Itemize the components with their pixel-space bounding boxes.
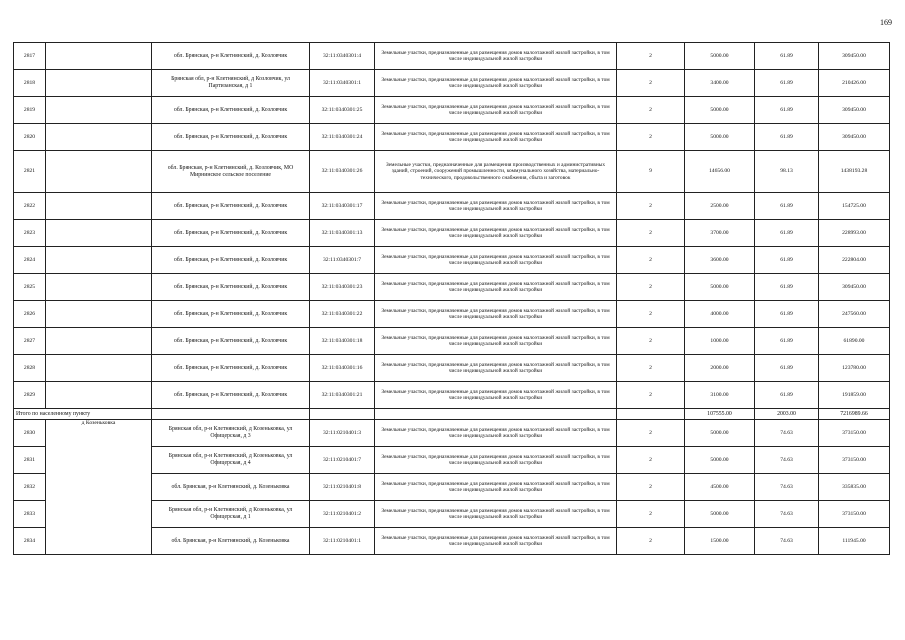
address-cell: обл. Брянская, р-н Клетнянский, д. Козловчик (152, 382, 310, 409)
group-cell: 2 (617, 528, 685, 555)
cadastral-value-cell: 309450.00 (819, 124, 890, 151)
area-cell: 3400.00 (685, 70, 755, 97)
row-number-cell: 2828 (14, 355, 46, 382)
cadastral-number-cell: 32:11:0340301:25 (310, 97, 375, 124)
group-cell: 2 (617, 474, 685, 501)
area-cell: 4000.00 (685, 301, 755, 328)
group-cell: 2 (617, 43, 685, 70)
table-row (14, 355, 890, 382)
table-row (14, 420, 890, 447)
locality-cell (46, 274, 152, 301)
address-cell: обл. Брянская, р-н Клетнянский, д. Козловчик (152, 124, 310, 151)
address-cell: Брянская обл, р-н Клетнянский, д Козловчик, ул Партизанская, д 1 (152, 70, 310, 97)
area-cell: 5000.00 (685, 447, 755, 474)
address-cell: обл. Брянская, р-н Клетнянский, д. Козловчик (152, 355, 310, 382)
specific-value-cell: 74.63 (755, 420, 819, 447)
address-cell: Брянская обл, р-н Клетнянский, д Козеньковка, ул Офицерская, д 4 (152, 447, 310, 474)
address-cell: Брянская обл, р-н Клетнянский, д Козеньковка, ул Офицерская, д 3 (152, 420, 310, 447)
group-cell: 2 (617, 124, 685, 151)
cadastral-number-cell: 32:11:0340301:17 (310, 193, 375, 220)
cadastral-value-cell: 123780.00 (819, 355, 890, 382)
land-use-purpose-cell: Земельные участки, предназначенные для размещения домов малоэтажной жилой застройки, в том числе индивидуальной жилой застройки (375, 328, 617, 355)
cadastral-number-cell: 32:11:0340301:16 (310, 355, 375, 382)
specific-value-cell: 61.89 (755, 220, 819, 247)
land-use-purpose-cell: Земельные участки, предназначенные для размещения домов малоэтажной жилой застройки, в том числе индивидуальной жилой застройки (375, 474, 617, 501)
empty-cell (375, 409, 617, 420)
area-cell: 5000.00 (685, 43, 755, 70)
locality-cell (46, 193, 152, 220)
table-row (14, 328, 890, 355)
row-number-cell: 2826 (14, 301, 46, 328)
land-use-purpose-cell: Земельные участки, предназначенные для размещения производственных и административных зданий, строений, сооружений промышленности, коммунального хозяйства, материально-технического, продовольственного снабжения, сбыта и заготовок (375, 151, 617, 193)
land-use-purpose-cell: Земельные участки, предназначенные для размещения домов малоэтажной жилой застройки, в том числе индивидуальной жилой застройки (375, 220, 617, 247)
table-row (14, 70, 890, 97)
row-number-cell: 2831 (14, 447, 46, 474)
address-cell: обл. Брянская, р-н Клетнянский, д. Козловчик, МО Мирнинское сельское поселение (152, 151, 310, 193)
locality-cell (46, 382, 152, 409)
row-number-cell: 2833 (14, 501, 46, 528)
cadastral-number-cell: 32:11:0340301:4 (310, 43, 375, 70)
cadastral-value-cell: 154725.00 (819, 193, 890, 220)
table-row (14, 220, 890, 247)
group-cell: 2 (617, 301, 685, 328)
land-use-purpose-cell: Земельные участки, предназначенные для размещения домов малоэтажной жилой застройки, в том числе индивидуальной жилой застройки (375, 447, 617, 474)
cadastral-number-cell: 32:11:0340301:22 (310, 301, 375, 328)
area-cell: 5000.00 (685, 420, 755, 447)
area-cell: 5000.00 (685, 124, 755, 151)
specific-value-cell: 61.89 (755, 124, 819, 151)
specific-value-cell: 61.89 (755, 301, 819, 328)
row-number-cell: 2817 (14, 43, 46, 70)
area-cell: 4500.00 (685, 474, 755, 501)
cadastral-value-cell: 222804.00 (819, 247, 890, 274)
address-cell: обл. Брянская, р-н Клетнянский, д. Козловчик (152, 328, 310, 355)
address-cell: обл. Брянская, р-н Клетнянский, д. Козловчик (152, 274, 310, 301)
address-cell: обл. Брянская, р-н Клетнянский, д. Козеньковка (152, 474, 310, 501)
empty-cell (617, 409, 685, 420)
locality-cell (46, 328, 152, 355)
land-use-purpose-cell: Земельные участки, предназначенные для размещения домов малоэтажной жилой застройки, в том числе индивидуальной жилой застройки (375, 97, 617, 124)
address-cell: обл. Брянская, р-н Клетнянский, д. Козловчик (152, 247, 310, 274)
land-use-purpose-cell: Земельные участки, предназначенные для размещения домов малоэтажной жилой застройки, в том числе индивидуальной жилой застройки (375, 124, 617, 151)
cadastral-number-cell: 32:11:0340301:23 (310, 274, 375, 301)
group-cell: 2 (617, 193, 685, 220)
row-number-cell: 2821 (14, 151, 46, 193)
specific-value-cell: 61.89 (755, 382, 819, 409)
row-number-cell: 2827 (14, 328, 46, 355)
cadastral-value-cell: 373150.00 (819, 420, 890, 447)
area-cell: 2500.00 (685, 193, 755, 220)
cadastral-value-cell: 1438193.28 (819, 151, 890, 193)
group-cell: 9 (617, 151, 685, 193)
area-cell: 5000.00 (685, 274, 755, 301)
cadastral-number-cell: 32:11:0210401:7 (310, 447, 375, 474)
address-cell: обл. Брянская, р-н Клетнянский, д. Козловчик (152, 301, 310, 328)
total-rate-cell: 2003.00 (755, 409, 819, 420)
cadastral-number-cell: 32:11:0340301:21 (310, 382, 375, 409)
cadastral-value-cell: 309450.00 (819, 43, 890, 70)
cadastral-value-cell: 111945.00 (819, 528, 890, 555)
group-cell: 2 (617, 355, 685, 382)
specific-value-cell: 61.89 (755, 274, 819, 301)
area-cell: 2000.00 (685, 355, 755, 382)
specific-value-cell: 61.89 (755, 97, 819, 124)
cadastral-number-cell: 32:11:0210401:2 (310, 501, 375, 528)
cadastral-value-cell: 309450.00 (819, 274, 890, 301)
cadastral-value-cell: 373150.00 (819, 447, 890, 474)
address-cell: обл. Брянская, р-н Клетнянский, д. Козловчик (152, 220, 310, 247)
group-cell: 2 (617, 447, 685, 474)
address-cell: обл. Брянская, р-н Клетнянский, д. Козловчик (152, 97, 310, 124)
cadastral-number-cell: 32:11:0340301:24 (310, 124, 375, 151)
total-value-cell: 7216989.66 (819, 409, 890, 420)
specific-value-cell: 61.89 (755, 70, 819, 97)
group-cell: 2 (617, 501, 685, 528)
row-number-cell: 2818 (14, 70, 46, 97)
specific-value-cell: 74.63 (755, 501, 819, 528)
empty-cell (310, 409, 375, 420)
specific-value-cell: 61.89 (755, 355, 819, 382)
locality-total-row (14, 409, 890, 420)
land-use-purpose-cell: Земельные участки, предназначенные для размещения домов малоэтажной жилой застройки, в том числе индивидуальной жилой застройки (375, 301, 617, 328)
row-number-cell: 2825 (14, 274, 46, 301)
cadastral-value-cell: 309450.00 (819, 97, 890, 124)
area-cell: 3700.00 (685, 220, 755, 247)
cadastral-value-cell: 61890.00 (819, 328, 890, 355)
specific-value-cell: 61.89 (755, 43, 819, 70)
row-number-cell: 2830 (14, 420, 46, 447)
address-cell: Брянская обл, р-н Клетнянский, д Козеньковка, ул Офицерская, д 1 (152, 501, 310, 528)
table-row (14, 151, 890, 193)
address-cell: обл. Брянская, р-н Клетнянский, д. Козеньковка (152, 528, 310, 555)
row-number-cell: 2823 (14, 220, 46, 247)
table-row (14, 274, 890, 301)
total-label-cell: Итого по населенному пункту (14, 409, 152, 420)
locality-cell (46, 43, 152, 70)
cadastral-number-cell: 32:11:0340301:1 (310, 70, 375, 97)
locality-cell (46, 247, 152, 274)
table-row (14, 124, 890, 151)
specific-value-cell: 61.89 (755, 328, 819, 355)
row-number-cell: 2834 (14, 528, 46, 555)
cadastral-value-cell: 247560.00 (819, 301, 890, 328)
cadastral-number-cell: 32:11:0340301:18 (310, 328, 375, 355)
cadastral-number-cell: 32:11:0340301:26 (310, 151, 375, 193)
area-cell: 1000.00 (685, 328, 755, 355)
land-use-purpose-cell: Земельные участки, предназначенные для размещения домов малоэтажной жилой застройки, в том числе индивидуальной жилой застройки (375, 43, 617, 70)
land-use-purpose-cell: Земельные участки, предназначенные для размещения домов малоэтажной жилой застройки, в том числе индивидуальной жилой застройки (375, 247, 617, 274)
table-body (14, 43, 890, 555)
land-use-purpose-cell: Земельные участки, предназначенные для размещения домов малоэтажной жилой застройки, в том числе индивидуальной жилой застройки (375, 193, 617, 220)
cadastral-number-cell: 32:11:0210401:3 (310, 420, 375, 447)
area-cell: 5000.00 (685, 501, 755, 528)
cadastral-value-cell: 335835.00 (819, 474, 890, 501)
locality-name-cell: д Козеньковка (46, 420, 152, 555)
group-cell: 2 (617, 420, 685, 447)
address-cell: обл. Брянская, р-н Клетнянский, д. Козловчик (152, 193, 310, 220)
locality-cell (46, 220, 152, 247)
specific-value-cell: 74.63 (755, 528, 819, 555)
table-row (14, 97, 890, 124)
row-number-cell: 2819 (14, 97, 46, 124)
row-number-cell: 2829 (14, 382, 46, 409)
land-plots-table (13, 42, 890, 555)
cadastral-value-cell: 228993.00 (819, 220, 890, 247)
locality-cell (46, 151, 152, 193)
empty-cell (152, 409, 310, 420)
table-row (14, 382, 890, 409)
locality-cell (46, 70, 152, 97)
land-use-purpose-cell: Земельные участки, предназначенные для размещения домов малоэтажной жилой застройки, в том числе индивидуальной жилой застройки (375, 501, 617, 528)
table-row (14, 301, 890, 328)
total-area-cell: 107555.00 (685, 409, 755, 420)
area-cell: 14656.00 (685, 151, 755, 193)
land-use-purpose-cell: Земельные участки, предназначенные для размещения домов малоэтажной жилой застройки, в том числе индивидуальной жилой застройки (375, 420, 617, 447)
specific-value-cell: 61.89 (755, 247, 819, 274)
area-cell: 5000.00 (685, 97, 755, 124)
page-number: 169 (880, 18, 892, 27)
specific-value-cell: 74.63 (755, 447, 819, 474)
area-cell: 1500.00 (685, 528, 755, 555)
specific-value-cell: 98.13 (755, 151, 819, 193)
locality-cell (46, 124, 152, 151)
specific-value-cell: 61.89 (755, 193, 819, 220)
land-use-purpose-cell: Земельные участки, предназначенные для размещения домов малоэтажной жилой застройки, в том числе индивидуальной жилой застройки (375, 528, 617, 555)
land-use-purpose-cell: Земельные участки, предназначенные для размещения домов малоэтажной жилой застройки, в том числе индивидуальной жилой застройки (375, 274, 617, 301)
table-row (14, 247, 890, 274)
table-row (14, 43, 890, 70)
land-use-purpose-cell: Земельные участки, предназначенные для размещения домов малоэтажной жилой застройки, в том числе индивидуальной жилой застройки (375, 70, 617, 97)
address-cell: обл. Брянская, р-н Клетнянский, д. Козловчик (152, 43, 310, 70)
locality-cell (46, 355, 152, 382)
area-cell: 3600.00 (685, 247, 755, 274)
row-number-cell: 2832 (14, 474, 46, 501)
locality-cell (46, 97, 152, 124)
group-cell: 2 (617, 220, 685, 247)
land-use-purpose-cell: Земельные участки, предназначенные для размещения домов малоэтажной жилой застройки, в том числе индивидуальной жилой застройки (375, 355, 617, 382)
locality-cell (46, 301, 152, 328)
table-row (14, 193, 890, 220)
specific-value-cell: 74.63 (755, 474, 819, 501)
group-cell: 2 (617, 247, 685, 274)
land-use-purpose-cell: Земельные участки, предназначенные для размещения домов малоэтажной жилой застройки, в том числе индивидуальной жилой застройки (375, 382, 617, 409)
row-number-cell: 2820 (14, 124, 46, 151)
cadastral-value-cell: 210426.00 (819, 70, 890, 97)
group-cell: 2 (617, 328, 685, 355)
group-cell: 2 (617, 382, 685, 409)
group-cell: 2 (617, 70, 685, 97)
area-cell: 3100.00 (685, 382, 755, 409)
group-cell: 2 (617, 97, 685, 124)
cadastral-value-cell: 373150.00 (819, 501, 890, 528)
cadastral-number-cell: 32:11:0340301:13 (310, 220, 375, 247)
cadastral-number-cell: 32:11:0210401:8 (310, 474, 375, 501)
cadastral-number-cell: 32:11:0210401:1 (310, 528, 375, 555)
row-number-cell: 2824 (14, 247, 46, 274)
cadastral-value-cell: 191859.00 (819, 382, 890, 409)
cadastral-number-cell: 32:11:0340301:7 (310, 247, 375, 274)
row-number-cell: 2822 (14, 193, 46, 220)
group-cell: 2 (617, 274, 685, 301)
